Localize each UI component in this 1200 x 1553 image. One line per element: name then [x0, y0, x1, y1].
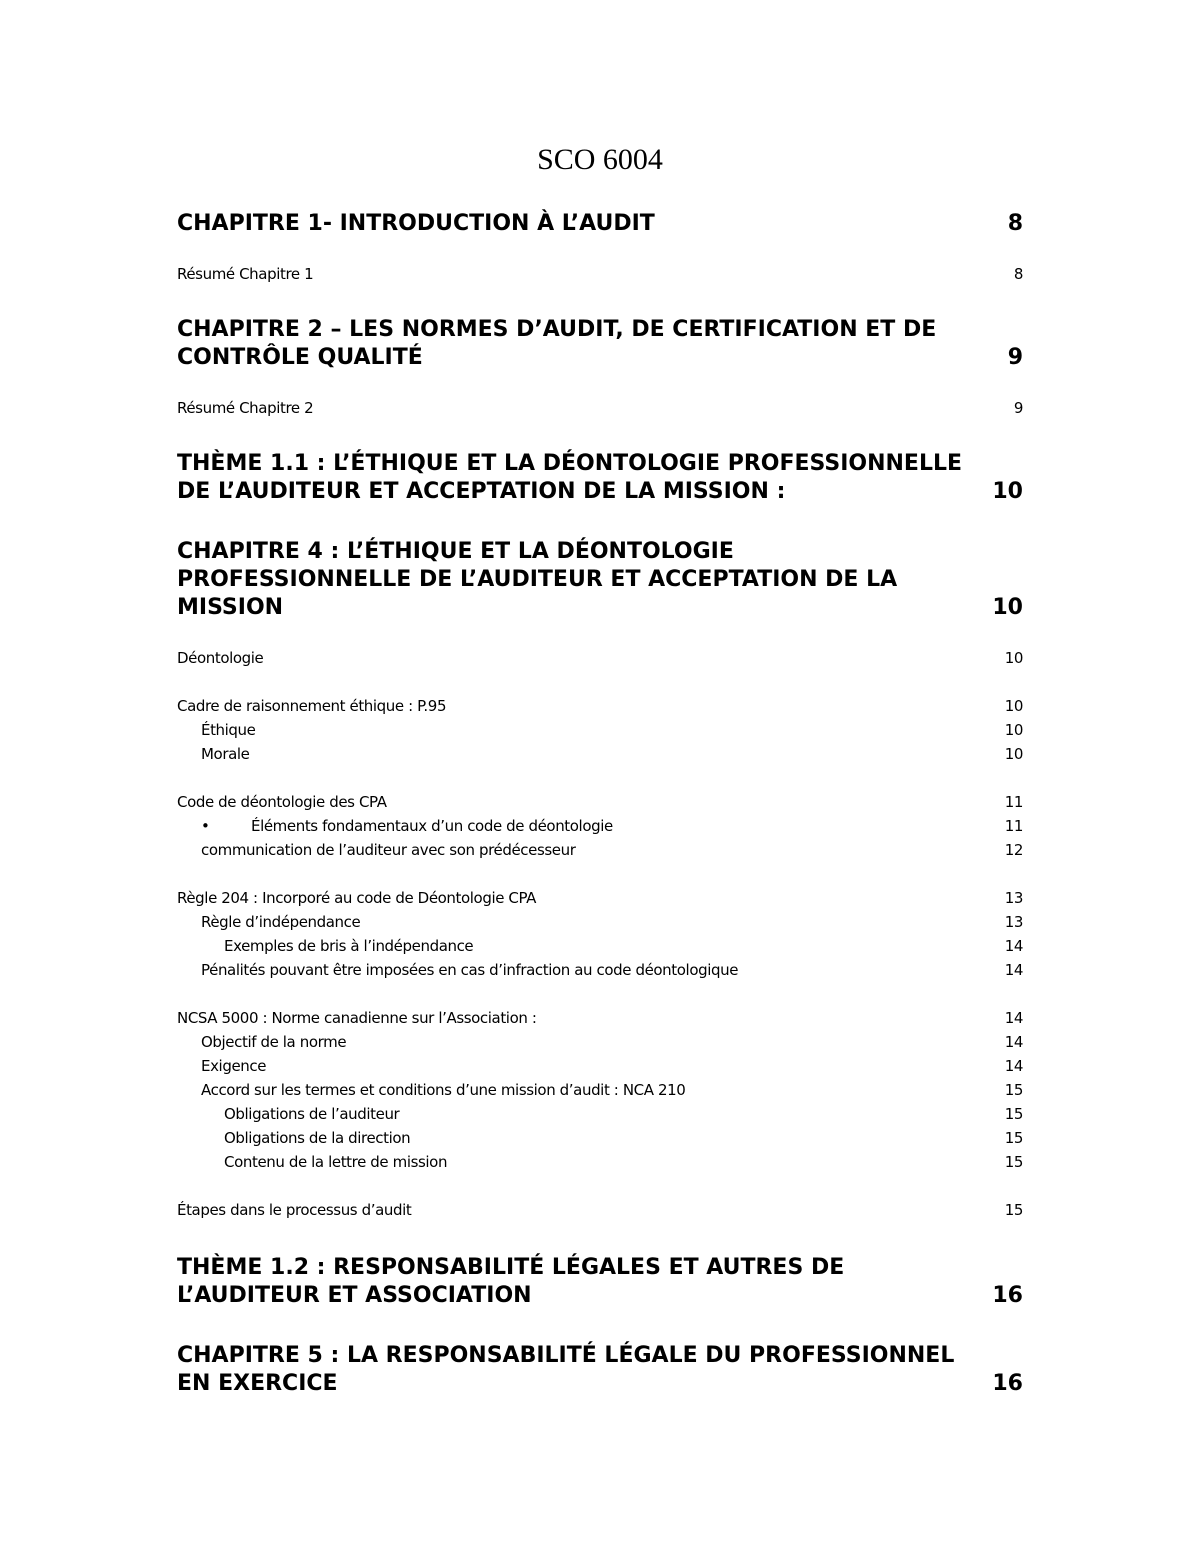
toc-entry-page: 10	[1004, 649, 1023, 667]
toc-entry[interactable]	[177, 814, 1023, 838]
toc-entry-label: Règle 204 : Incorporé au code de Déontologie CPA	[177, 889, 537, 907]
toc-entry[interactable]	[177, 790, 1023, 814]
toc-entry-page: 16	[992, 1283, 1023, 1308]
toc-entry-label: Résumé Chapitre 1	[177, 265, 314, 283]
toc-entry-page: 10	[1004, 697, 1023, 715]
toc-entry-label: Pénalités pouvant être imposées en cas d’infraction au code déontologique	[201, 961, 739, 979]
toc-entry-page: 10	[992, 595, 1023, 620]
toc-entry-label: Obligations de la direction	[224, 1129, 411, 1147]
toc-entry-page: 10	[1004, 745, 1023, 763]
toc-entry[interactable]	[177, 1006, 1023, 1030]
toc-entry-label: Morale	[201, 745, 250, 763]
toc-entry[interactable]	[177, 742, 1023, 766]
toc-entry-label: Contenu de la lettre de mission	[224, 1153, 448, 1171]
toc-entry-label: Étapes dans le processus d’audit	[177, 1201, 412, 1219]
toc-entry-label: NCSA 5000 : Norme canadienne sur l’Association :	[177, 1009, 537, 1027]
toc-entry[interactable]	[177, 538, 1023, 622]
toc-entry[interactable]	[177, 1150, 1023, 1174]
toc-entry[interactable]	[177, 1198, 1023, 1222]
toc-entry[interactable]	[177, 1254, 1023, 1310]
toc-entry-page: 14	[1004, 1009, 1023, 1027]
toc-entry-page: 8	[1007, 211, 1023, 236]
toc-entry-label: Accord sur les termes et conditions d’une mission d’audit : NCA 210	[201, 1081, 686, 1099]
toc-entry-label: CHAPITRE 1- INTRODUCTION À L’AUDIT	[177, 211, 655, 236]
toc-entry-label: Déontologie	[177, 649, 264, 667]
toc-entry[interactable]	[177, 1126, 1023, 1150]
bullet-icon: •	[201, 817, 210, 835]
toc-entry-label: Exemples de bris à l’indépendance	[224, 937, 474, 955]
toc-entry[interactable]	[177, 646, 1023, 670]
toc-entry-label: CHAPITRE 4 : L’ÉTHIQUE ET LA DÉONTOLOGIE PROFESSIONNELLE DE L’AUDITEUR ET ACCEPTATION DE LA MISSION	[177, 539, 898, 620]
toc-entry-label: THÈME 1.2 : RESPONSABILITÉ LÉGALES ET AUTRES DE L’AUDITEUR ET ASSOCIATION	[177, 1255, 845, 1308]
toc-entry-label: Éthique	[201, 721, 256, 739]
toc-entry-page: 9	[1013, 399, 1023, 417]
toc-entry-page: 14	[1004, 961, 1023, 979]
toc-entry-page: 14	[1004, 1033, 1023, 1051]
toc-entry-label: Obligations de l’auditeur	[224, 1105, 400, 1123]
toc-entry[interactable]	[177, 934, 1023, 958]
toc-entry[interactable]	[177, 886, 1023, 910]
toc-entry-page: 13	[1004, 913, 1023, 931]
toc-entry-page: 9	[1007, 345, 1023, 370]
toc-entry-page: 16	[992, 1371, 1023, 1396]
toc-entry[interactable]	[177, 694, 1023, 718]
toc-entry-page: 15	[1004, 1201, 1023, 1219]
toc-entry-label: Résumé Chapitre 2	[177, 399, 314, 417]
toc-entry[interactable]	[177, 210, 1023, 238]
toc-entry[interactable]	[177, 1342, 1023, 1398]
toc-entry-label: Objectif de la norme	[201, 1033, 347, 1051]
toc-entry[interactable]	[177, 396, 1023, 420]
toc-entry[interactable]	[177, 262, 1023, 286]
toc-entry-page: 15	[1004, 1153, 1023, 1171]
toc-entry-page: 8	[1013, 265, 1023, 283]
toc-entry-page: 11	[1004, 793, 1023, 811]
toc-entry[interactable]	[177, 910, 1023, 934]
toc-entry[interactable]	[177, 316, 1023, 372]
toc-entry[interactable]	[177, 958, 1023, 982]
toc-entry-page: 14	[1004, 937, 1023, 955]
toc-entry-page: 10	[1004, 721, 1023, 739]
toc-entry-page: 12	[1004, 841, 1023, 859]
toc-entry[interactable]	[177, 1030, 1023, 1054]
toc-entry-label: Règle d’indépendance	[201, 913, 361, 931]
toc-entry[interactable]	[177, 1054, 1023, 1078]
toc-entry-label: THÈME 1.1 : L’ÉTHIQUE ET LA DÉONTOLOGIE PROFESSIONNELLE DE L’AUDITEUR ET ACCEPTATION DE LA MISSION :	[177, 451, 963, 504]
toc-entry-label: Cadre de raisonnement éthique : P.95	[177, 697, 447, 715]
toc-entry-page: 15	[1004, 1081, 1023, 1099]
toc-entry-text: Éléments fondamentaux d’un code de déontologie	[251, 817, 613, 835]
toc-entry-label: CHAPITRE 2 – LES NORMES D’AUDIT, DE CERTIFICATION ET DE CONTRÔLE QUALITÉ	[177, 317, 937, 370]
toc-entry-page: 15	[1004, 1129, 1023, 1147]
toc-entry-label	[177, 814, 985, 838]
toc-entry-page: 13	[1004, 889, 1023, 907]
toc-entry-label: Exigence	[201, 1057, 267, 1075]
table-of-contents	[177, 210, 1023, 1398]
toc-entry-page: 15	[1004, 1105, 1023, 1123]
toc-entry-page: 11	[1004, 817, 1023, 835]
toc-entry[interactable]	[177, 450, 1023, 506]
toc-entry-label: Code de déontologie des CPA	[177, 793, 387, 811]
toc-entry[interactable]	[177, 838, 1023, 862]
toc-entry-page: 14	[1004, 1057, 1023, 1075]
toc-entry[interactable]	[177, 1078, 1023, 1102]
toc-entry-page: 10	[992, 479, 1023, 504]
toc-entry[interactable]	[177, 1102, 1023, 1126]
toc-entry-label: communication de l’auditeur avec son prédécesseur	[201, 841, 576, 859]
document-title: SCO 6004	[537, 143, 663, 176]
toc-entry[interactable]	[177, 718, 1023, 742]
toc-entry-label: CHAPITRE 5 : LA RESPONSABILITÉ LÉGALE DU PROFESSIONNEL EN EXERCICE	[177, 1343, 955, 1396]
